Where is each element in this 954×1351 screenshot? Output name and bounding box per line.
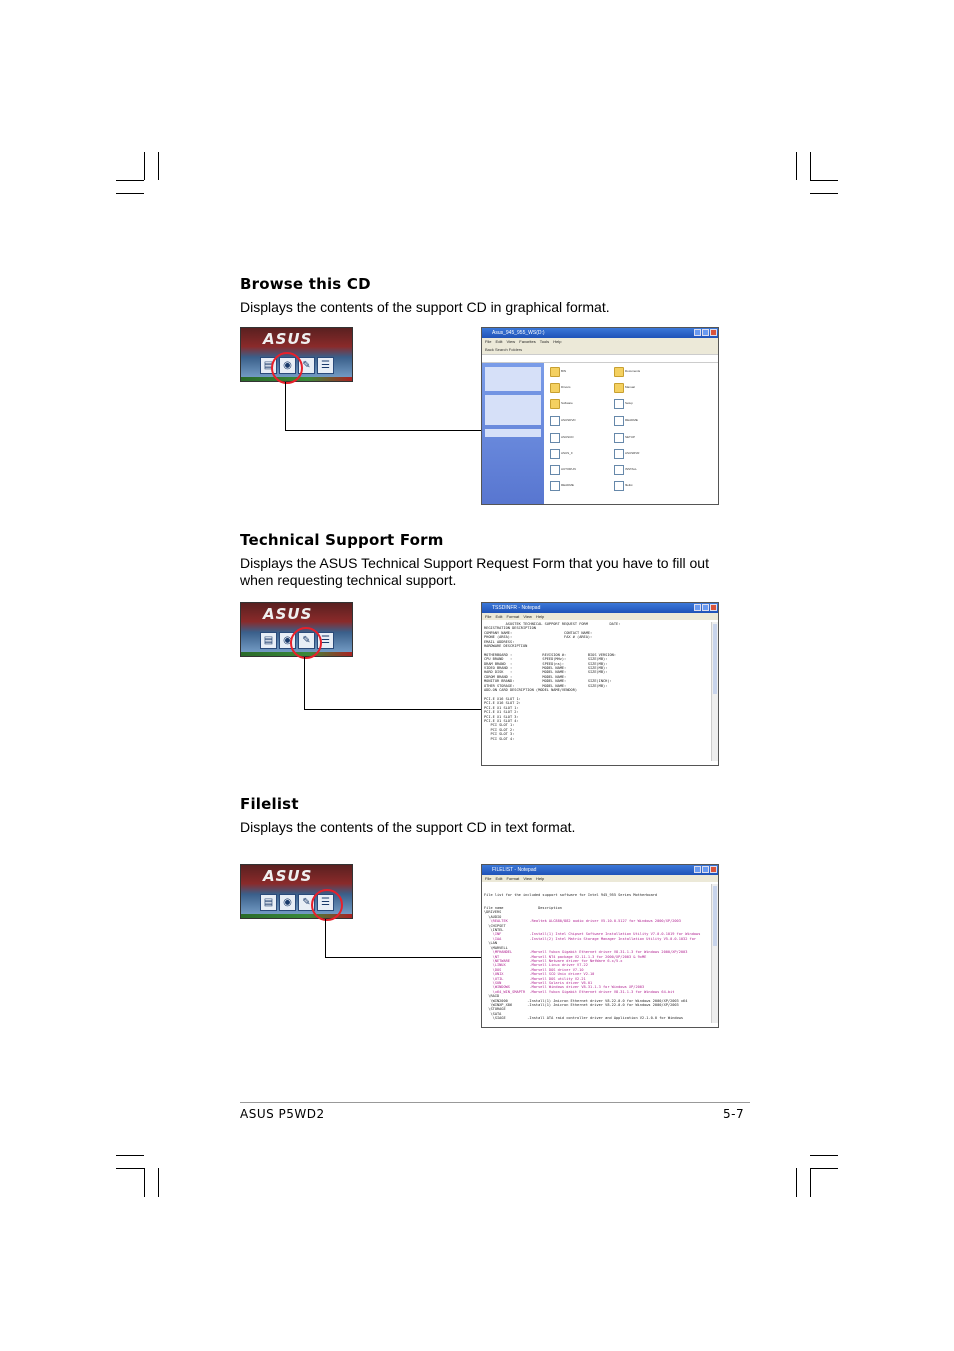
text-line: PCI-E X16 SLOT 1: — [484, 696, 521, 701]
text-line: \SIAGE -Install ATA raid controller driver and Application V2.1.0.0 for Windows — [484, 1016, 684, 1021]
crop-mark — [144, 152, 145, 180]
file-icon[interactable] — [550, 481, 560, 491]
footer-model: ASUS P5WD2 — [240, 1107, 325, 1121]
text-line: \DRIVERS — [484, 910, 502, 915]
file-icon[interactable] — [550, 433, 560, 443]
close-button[interactable] — [710, 604, 717, 611]
window-title: FILELIST - Notepad — [492, 867, 537, 873]
filelist-header-line: File list for the included support software for Intel 945_955 Series Motherboard — [484, 892, 658, 897]
technical-support-icon[interactable]: ✎ — [298, 357, 315, 374]
file-icon[interactable] — [550, 449, 560, 459]
file-icon[interactable] — [550, 416, 560, 426]
notepad-text-area[interactable] — [484, 622, 710, 761]
text-line: DRAM BRAND : SPEED(ns): SIZE(MB): — [484, 661, 608, 666]
section-description-tech-support: Displays the ASUS Technical Support Request Form that you have to fill out when requesting technical support. — [240, 555, 709, 588]
folder-icon[interactable] — [614, 367, 624, 377]
text-line: ASUSTEK TECHNICAL SUPPORT REQUEST FORM DATE: — [484, 622, 621, 626]
section-heading-tech-support: Technical Support Form — [240, 531, 444, 549]
text-line: PHONE (AREA): FAX # (AREA): — [484, 635, 593, 640]
highlight-circle — [290, 627, 322, 659]
file-label: ASUSDVD — [561, 418, 576, 422]
section-description-browse-cd: Displays the contents of the support CD in graphical format. — [240, 299, 610, 315]
crop-mark — [810, 1155, 838, 1156]
file-icon[interactable] — [614, 433, 624, 443]
text-line: EMAIL ADDRESS: — [484, 639, 515, 644]
info-icon[interactable]: ▤ — [260, 632, 277, 649]
text-line: \NETWARE -Marvell Netware driver for NetWare 6.x/5.x — [484, 958, 623, 963]
crop-mark — [116, 1155, 144, 1156]
crop-mark — [116, 1168, 144, 1169]
text-line: \LINUX -Marvell Linux driver V7.22 — [484, 963, 588, 968]
notepad-window-support-form — [481, 602, 719, 766]
file-label: ASUS_II — [561, 451, 573, 455]
maximize-button[interactable] — [702, 866, 709, 873]
connector-line — [285, 382, 482, 431]
text-line: PCI-E X1 SLOT 1: — [484, 705, 519, 710]
text-line: \MFHANDEL -Marvell Yukon Gigabit Ethernet driver V8.31.1.3 for Windows 2000/XP/2003 — [484, 950, 688, 955]
task-pane — [482, 363, 544, 504]
text-line: \SUN -Marvell Solaris driver V6.01 — [484, 980, 593, 985]
file-label: filelist — [625, 483, 633, 487]
technical-support-icon[interactable]: ✎ — [298, 894, 315, 911]
text-line: \x64_WIN_SMAPTR -Marvell Yukon Gigabit Ethernet driver V8.31.1.3 for Windows 64-bit — [484, 989, 675, 994]
window-title: TSSDINFR - Notepad — [492, 605, 541, 611]
folder-icon[interactable] — [550, 367, 560, 377]
minimize-button[interactable] — [694, 604, 701, 611]
folder-icon[interactable] — [550, 399, 560, 409]
text-line: \CHIPSET — [484, 923, 506, 928]
explorer-toolbar[interactable]: Back Search Folders — [482, 345, 718, 355]
text-line: HARD DISK : MODEL NAME: SIZE(MB): — [484, 670, 608, 675]
filelist-icon[interactable]: ☰ — [317, 357, 334, 374]
text-line: \UTIL -Marvell DOS utility V2.21 — [484, 976, 586, 981]
connector-line — [325, 919, 482, 958]
maximize-button[interactable] — [702, 604, 709, 611]
filelist-icon[interactable]: ☰ — [317, 632, 334, 649]
text-line: PCI-E X1 SLOT 2: — [484, 710, 519, 715]
file-pane — [546, 363, 718, 504]
text-line: VIDEO BRAND : MODEL NAME: SIZE(MB): — [484, 666, 608, 671]
crop-mark — [810, 1168, 811, 1197]
crop-mark — [158, 152, 159, 180]
text-line: CDROM BRAND : MODEL NAME: — [484, 674, 567, 679]
crop-mark — [810, 1168, 838, 1169]
crop-mark — [796, 1168, 797, 1197]
vertical-scrollbar[interactable] — [711, 622, 718, 761]
text-line: \WINDOWS -Marvell Windows driver V8.31.1.3 for Windows XP/2003 — [484, 985, 645, 990]
explorer-window — [481, 327, 719, 505]
asus-logo: ASUS — [263, 605, 313, 623]
crop-mark — [158, 1168, 159, 1197]
footer-rule — [240, 1102, 750, 1103]
notepad-window-filelist — [481, 864, 719, 1028]
menu-bar[interactable]: File Edit View Favorites Tools Help — [482, 338, 718, 345]
menu-bar[interactable]: File Edit Format View Help — [482, 875, 718, 882]
file-label: Software — [561, 401, 573, 405]
file-icon[interactable] — [614, 416, 624, 426]
text-line: PCI SLOT 3: — [484, 732, 515, 737]
asus-logo: ASUS — [263, 867, 313, 885]
text-line: \MARVELL — [484, 945, 508, 950]
file-label: ASUSRVR — [625, 451, 640, 455]
asus-logo: ASUS — [263, 330, 313, 348]
section-heading-browse-cd: Browse this CD — [240, 275, 371, 293]
text-line: CPU BRAND : SPEED(MHz): SIZE(MB): — [484, 657, 608, 662]
info-icon[interactable]: ▤ — [260, 357, 277, 374]
file-label: Setup — [625, 401, 633, 405]
connector-line — [304, 657, 482, 710]
maximize-button[interactable] — [702, 329, 709, 336]
file-label: Drivers — [561, 385, 571, 389]
text-line: PCI SLOT 4: — [484, 736, 515, 741]
notepad-text-area[interactable] — [484, 884, 710, 1023]
highlight-circle — [311, 889, 343, 921]
text-line: MONITOR BRAND: MODEL NAME: SIZE(INCH): — [484, 679, 612, 684]
file-label: INSTALL — [625, 467, 637, 471]
browse-cd-icon[interactable]: ◉ — [279, 894, 296, 911]
text-line: \NT -Marvell NT4 package V2.11.1.3 for 2000/XP/2003 & 9xME — [484, 954, 647, 959]
crop-mark — [144, 1168, 145, 1197]
info-icon[interactable]: ▤ — [260, 894, 277, 911]
text-line: PCI SLOT 1: — [484, 723, 515, 728]
text-line: PCI-E X16 SLOT 2: — [484, 701, 521, 706]
file-label: Documents — [625, 369, 641, 373]
crop-mark — [810, 152, 811, 180]
text-line: \LAN — [484, 941, 497, 946]
text-line: \INF -Install(1) Intel Chipset Software Installation Utility V7.0.0.1019 for Windows — [484, 932, 701, 937]
browse-cd-icon[interactable]: ◉ — [279, 357, 296, 374]
text-line: PCI SLOT 2: — [484, 727, 515, 732]
crop-mark — [810, 180, 838, 181]
file-label: ASUSCD — [561, 435, 574, 439]
file-label: SETUP — [625, 435, 636, 439]
file-label: Manual — [625, 385, 635, 389]
address-bar[interactable] — [482, 355, 718, 363]
file-label: AUTORUN — [561, 467, 576, 471]
text-line: ADD-ON CARD DESCRIPTION (MODEL NAME/VENDOR) — [484, 688, 578, 693]
crop-mark — [796, 152, 797, 180]
window-title: Asus_945_955_WS(D:) — [492, 330, 545, 336]
section-description-filelist: Displays the contents of the support CD in text format. — [240, 819, 576, 835]
minimize-button[interactable] — [694, 866, 701, 873]
text-line: \STORAGE — [484, 1007, 506, 1012]
footer-page-number: 5-7 — [723, 1107, 745, 1121]
file-label: BIN — [561, 369, 567, 373]
vertical-scrollbar[interactable] — [711, 884, 718, 1023]
text-line: HARDWARE DESCRIPTION — [484, 644, 528, 649]
crop-mark — [810, 193, 838, 194]
filelist-icon[interactable]: ☰ — [317, 894, 334, 911]
text-line: \INTEL — [484, 928, 504, 933]
browse-cd-icon[interactable]: ◉ — [279, 632, 296, 649]
close-button[interactable] — [710, 329, 717, 336]
text-line: \REALTEK -Realtek ALC880/882 audio driver V5.10.0.5127 for Windows 2000/XP/2003 — [484, 919, 681, 924]
file-label: README — [625, 418, 638, 422]
file-icon[interactable] — [614, 449, 624, 459]
crop-mark — [116, 193, 144, 194]
highlight-circle — [271, 352, 303, 384]
text-line: \DOS -Marvell DOS driver V7.10 — [484, 967, 584, 972]
text-line: REGISTRATION DESCRIPTION — [484, 626, 536, 631]
file-icon[interactable] — [550, 465, 560, 475]
file-icon[interactable] — [614, 399, 624, 409]
technical-support-icon[interactable]: ✎ — [298, 632, 315, 649]
file-icon[interactable] — [614, 481, 624, 491]
text-line: MOTHERBOARD : REVISION #: BIOS VERSION: — [484, 652, 616, 657]
text-line: \RAID — [484, 994, 500, 999]
text-line: \SATA — [484, 1011, 502, 1016]
folder-icon[interactable] — [550, 383, 560, 393]
section-heading-filelist: Filelist — [240, 795, 299, 813]
file-icon[interactable] — [614, 465, 624, 475]
text-line: COMPANY NAME: CONTACT NAME: — [484, 630, 593, 635]
text-line: PCI-E X1 SLOT 3: — [484, 714, 519, 719]
text-line: PCI-E X1 SLOT 4: — [484, 718, 519, 723]
folder-icon[interactable] — [614, 383, 624, 393]
file-label: README — [561, 483, 574, 487]
menu-bar[interactable]: File Edit Format View Help — [482, 613, 718, 620]
text-line: \WIN2000 -Install(1) Jmicron Ethernet driver V8.22.0.0 for Windows 2000/XP/2003 x64 — [484, 998, 688, 1003]
close-button[interactable] — [710, 866, 717, 873]
text-line: \WINXP_X86 -Install(1) Jmicron Ethernet driver V8.22.0.0 for Windows 2000/XP/2003 — [484, 1002, 679, 1007]
minimize-button[interactable] — [694, 329, 701, 336]
crop-mark — [116, 180, 144, 181]
text-line: File name Description — [484, 906, 562, 911]
text-line: \UNIX -Marvell SCO Unix driver V2.10 — [484, 972, 595, 977]
text-line: OTHER STORAGE: MODEL NAME: SIZE(MB): — [484, 683, 608, 688]
text-line: \AUDIO — [484, 914, 502, 919]
text-line: \IAA -Install(2) Intel Matrix Storage Manager Installation Utility V5.0.0.1032 for — [484, 936, 697, 941]
